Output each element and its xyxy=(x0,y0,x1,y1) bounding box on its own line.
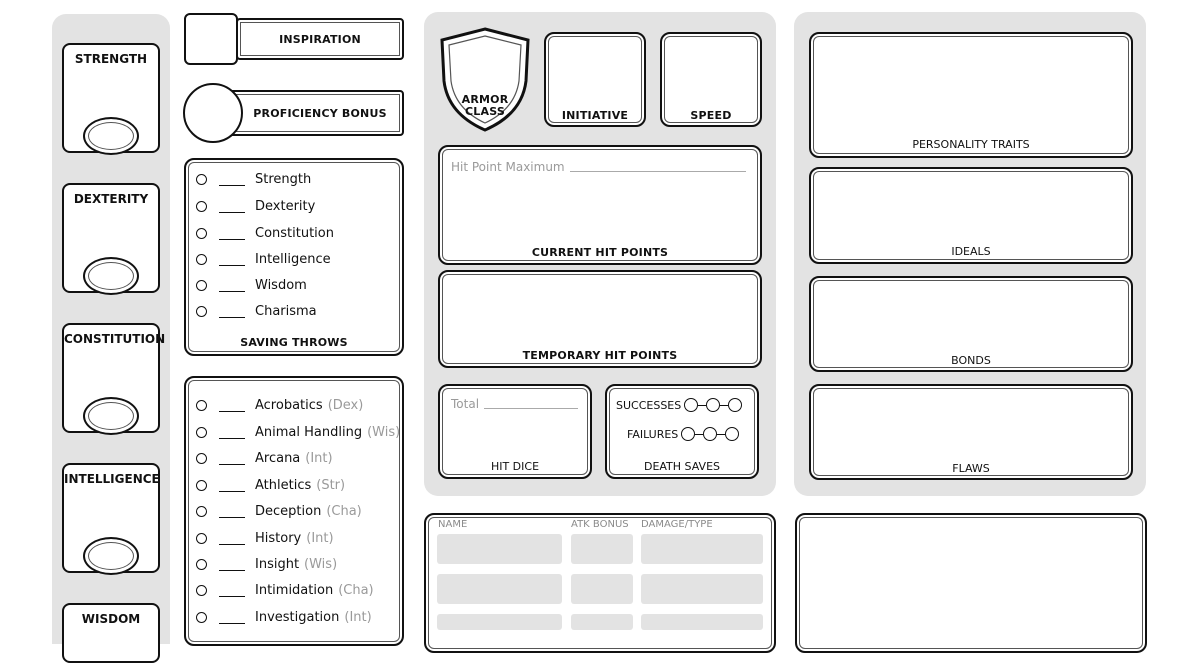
current-hit-points-label: CURRENT HIT POINTS xyxy=(531,246,669,259)
skill-name: Animal Handling xyxy=(255,424,363,440)
modifier-line[interactable] xyxy=(219,200,245,213)
saving-throw-label: Strength xyxy=(255,171,312,187)
attacks-col-atk-bonus: ATK BONUS xyxy=(571,519,629,530)
modifier-line[interactable] xyxy=(219,253,245,266)
attack-name-cell[interactable] xyxy=(437,614,562,630)
ideals-label: IDEALS xyxy=(951,245,991,258)
skill-ability: (Cha) xyxy=(338,582,374,598)
attacks-col-name: NAME xyxy=(438,519,468,530)
proficiency-dot[interactable] xyxy=(196,400,207,411)
dexterity-modifier-oval[interactable] xyxy=(83,257,139,295)
proficiency-dot[interactable] xyxy=(196,427,207,438)
proficiency-dot[interactable] xyxy=(196,506,207,517)
attacks-col-damage-type: DAMAGE/TYPE xyxy=(641,519,713,530)
bonds-label: BONDS xyxy=(951,354,991,367)
hit-point-maximum-label: Hit Point Maximum xyxy=(451,160,565,174)
skill-ability: (Wis) xyxy=(304,556,338,572)
saving-throw-charisma[interactable] xyxy=(196,303,317,319)
armor-class-label-line2: CLASS xyxy=(465,105,505,118)
proficiency-dot[interactable] xyxy=(196,306,207,317)
skill-ability: (Str) xyxy=(316,477,346,493)
skill-athletics[interactable] xyxy=(196,477,345,493)
skill-name: Insight xyxy=(255,556,300,572)
successes-label: SUCCESSES xyxy=(616,398,682,412)
proficiency-dot[interactable] xyxy=(196,174,207,185)
skill-ability: (Dex) xyxy=(327,397,364,413)
skill-arcana[interactable] xyxy=(196,450,333,466)
saving-throw-label: Dexterity xyxy=(255,198,316,214)
skill-insight[interactable] xyxy=(196,556,337,572)
modifier-line[interactable] xyxy=(219,399,245,412)
intelligence-label: INTELLIGENCE xyxy=(64,472,160,486)
saving-throw-label: Charisma xyxy=(255,303,317,319)
saving-throw-wisdom[interactable] xyxy=(196,277,307,293)
skill-ability: (Wis) xyxy=(367,424,401,440)
attack-name-cell[interactable] xyxy=(437,534,562,564)
skill-name: Athletics xyxy=(255,477,312,493)
wisdom-score-box[interactable] xyxy=(62,603,160,663)
proficiency-dot[interactable] xyxy=(196,585,207,596)
attack-damage-cell[interactable] xyxy=(641,574,763,604)
hit-dice-total-label: Total xyxy=(451,397,480,411)
modifier-line[interactable] xyxy=(219,532,245,545)
skill-ability: (Cha) xyxy=(326,503,362,519)
modifier-line[interactable] xyxy=(219,279,245,292)
initiative-label: INITIATIVE xyxy=(561,109,629,122)
saving-throw-strength[interactable] xyxy=(196,171,311,187)
skill-animal-handling[interactable] xyxy=(196,424,400,440)
attack-bonus-cell[interactable] xyxy=(571,534,633,564)
flaws-label: FLAWS xyxy=(952,462,990,475)
proficiency-dot[interactable] xyxy=(196,480,207,491)
saving-throw-label: Constitution xyxy=(255,225,334,241)
proficiency-dot[interactable] xyxy=(196,533,207,544)
saving-throw-label: Intelligence xyxy=(255,251,331,267)
saving-throws-title: SAVING THROWS xyxy=(240,336,348,349)
failure-checkbox-1[interactable] xyxy=(681,427,695,441)
failure-checkbox-2[interactable] xyxy=(703,427,717,441)
equipment-box[interactable] xyxy=(795,513,1147,653)
skill-deception[interactable] xyxy=(196,503,362,519)
failure-checkbox-3[interactable] xyxy=(725,427,739,441)
armor-class-label-line1: ARMOR xyxy=(461,93,509,106)
saving-throw-constitution[interactable] xyxy=(196,225,334,241)
saving-throw-intelligence[interactable] xyxy=(196,251,331,267)
success-checkbox-1[interactable] xyxy=(684,398,698,412)
skill-name: Investigation xyxy=(255,609,340,625)
modifier-line[interactable] xyxy=(219,584,245,597)
constitution-label: CONSTITUTION xyxy=(64,332,166,346)
dexterity-label: DEXTERITY xyxy=(73,192,149,206)
attack-bonus-cell[interactable] xyxy=(571,574,633,604)
personality-traits-label: PERSONALITY TRAITS xyxy=(912,138,1030,151)
modifier-line[interactable] xyxy=(219,479,245,492)
proficiency-dot[interactable] xyxy=(196,453,207,464)
skill-ability: (Int) xyxy=(344,609,372,625)
attack-damage-cell[interactable] xyxy=(641,614,763,630)
attack-name-cell[interactable] xyxy=(437,574,562,604)
constitution-score-box[interactable] xyxy=(62,323,166,433)
inspiration-checkbox[interactable] xyxy=(184,13,238,65)
modifier-line[interactable] xyxy=(219,305,245,318)
intelligence-score-box[interactable] xyxy=(62,463,160,573)
proficiency-dot[interactable] xyxy=(196,254,207,265)
modifier-line[interactable] xyxy=(219,227,245,240)
dexterity-score-box[interactable] xyxy=(62,183,160,293)
success-checkbox-2[interactable] xyxy=(706,398,720,412)
proficiency-dot[interactable] xyxy=(196,280,207,291)
failures-row xyxy=(627,427,739,441)
constitution-modifier-oval[interactable] xyxy=(83,397,139,435)
proficiency-bonus-label: PROFICIENCY BONUS xyxy=(253,107,387,120)
speed-label: SPEED xyxy=(690,109,732,122)
saving-throw-dexterity[interactable] xyxy=(196,198,315,214)
wisdom-label: WISDOM xyxy=(81,612,141,626)
strength-label: STRENGTH xyxy=(74,52,148,66)
successes-row xyxy=(616,398,742,412)
skill-history[interactable] xyxy=(196,530,334,546)
modifier-line[interactable] xyxy=(219,426,245,439)
failures-label: FAILURES xyxy=(627,427,679,441)
attack-bonus-cell[interactable] xyxy=(571,614,633,630)
modifier-line[interactable] xyxy=(219,452,245,465)
skill-name: Acrobatics xyxy=(255,397,323,413)
attack-damage-cell[interactable] xyxy=(641,534,763,564)
proficiency-bonus-circle[interactable] xyxy=(183,83,243,143)
skill-acrobatics[interactable] xyxy=(196,397,363,413)
hit-dice-total-line[interactable] xyxy=(484,408,578,409)
modifier-line[interactable] xyxy=(219,173,245,186)
skill-name: Intimidation xyxy=(255,582,334,598)
skill-ability: (Int) xyxy=(306,530,334,546)
skill-investigation[interactable] xyxy=(196,609,372,625)
success-checkbox-3[interactable] xyxy=(728,398,742,412)
proficiency-dot[interactable] xyxy=(196,201,207,212)
skill-name: History xyxy=(255,530,302,546)
skill-intimidation[interactable] xyxy=(196,582,374,598)
inspiration-label: INSPIRATION xyxy=(279,33,361,46)
strength-modifier-oval[interactable] xyxy=(83,117,139,155)
death-saves-label: DEATH SAVES xyxy=(643,460,721,473)
proficiency-dot[interactable] xyxy=(196,228,207,239)
hit-dice-label: HIT DICE xyxy=(490,460,540,473)
skill-name: Arcana xyxy=(255,450,301,466)
temporary-hit-points-label: TEMPORARY HIT POINTS xyxy=(522,349,678,362)
modifier-line[interactable] xyxy=(219,505,245,518)
saving-throw-label: Wisdom xyxy=(255,277,307,293)
hit-point-maximum-line[interactable] xyxy=(570,171,746,172)
skill-ability: (Int) xyxy=(305,450,333,466)
skill-name: Deception xyxy=(255,503,322,519)
modifier-line[interactable] xyxy=(219,611,245,624)
proficiency-dot[interactable] xyxy=(196,559,207,570)
modifier-line[interactable] xyxy=(219,558,245,571)
proficiency-dot[interactable] xyxy=(196,612,207,623)
intelligence-modifier-oval[interactable] xyxy=(83,537,139,575)
strength-score-box[interactable] xyxy=(62,43,160,153)
